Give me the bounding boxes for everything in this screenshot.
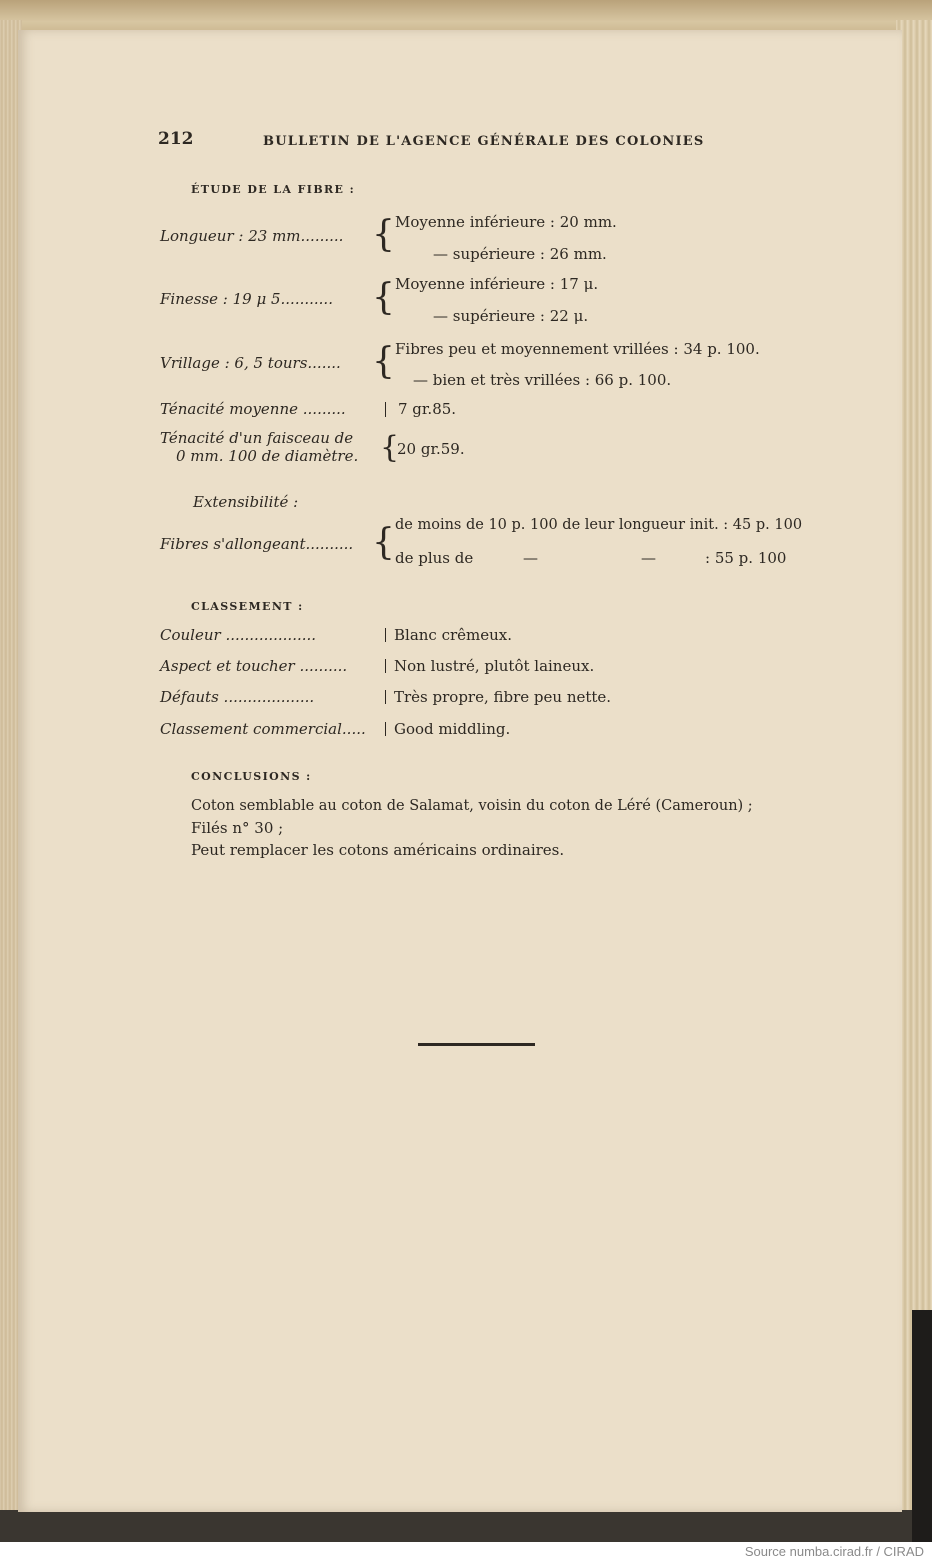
classement-value-couleur: Blanc crêmeux. — [394, 626, 513, 644]
extensibilite-label: Fibres s'allongeant.......... — [160, 535, 354, 553]
classement-value-defauts: Très propre, fibre peu nette. — [394, 688, 612, 706]
classement-label-couleur: Couleur ................... — [160, 626, 317, 644]
vrillage-label: Vrillage : 6, 5 tours....... — [160, 354, 341, 372]
vrillage-line1: Fibres peu et moyennement vrillées : 34 p. 100. — [395, 340, 760, 358]
longueur-line2: — supérieure : 26 mm. — [433, 245, 607, 263]
classement-bar — [385, 722, 386, 736]
source-credit: Source numba.cirad.fr / CIRAD — [744, 1544, 924, 1559]
longueur-brace: { — [372, 214, 395, 255]
tenacite-label: Ténacité moyenne ......... — [160, 400, 346, 418]
end-rule — [418, 1043, 535, 1046]
longueur-line1: Moyenne inférieure : 20 mm. — [395, 213, 617, 231]
scan-shadow — [912, 1310, 932, 1542]
classement-bar — [385, 659, 386, 673]
extensibilite-line1: de moins de 10 p. 100 de leur longueur init. : 45 p. 100 — [395, 517, 803, 533]
tenacite-faisceau-label1: Ténacité d'un faisceau de — [160, 429, 354, 447]
extensibilite-heading: Extensibilité : — [193, 493, 299, 511]
classement-value-commercial: Good middling. — [394, 720, 511, 738]
fibre-study-heading: ÉTUDE DE LA FIBRE : — [191, 183, 356, 196]
conclusions-heading: CONCLUSIONS : — [191, 770, 312, 783]
conclusions-line-1: Coton semblable au coton de Salamat, voisin du coton de Léré (Cameroun) ; — [191, 798, 753, 814]
classement-label-defauts: Défauts ................... — [160, 688, 315, 706]
tenacite-faisceau-brace: { — [380, 430, 400, 465]
running-title: BULLETIN DE L'AGENCE GÉNÉRALE DES COLONIES — [263, 134, 705, 149]
classement-heading: CLASSEMENT : — [191, 600, 304, 613]
extensibilite-line2c: — — [641, 549, 656, 567]
classement-value-aspect: Non lustré, plutôt laineux. — [394, 657, 595, 675]
classement-bar — [385, 690, 386, 704]
tenacite-bar — [385, 402, 386, 417]
extensibilite-line2a: de plus de — [395, 549, 474, 567]
vrillage-line2: — bien et très vrillées : 66 p. 100. — [413, 371, 672, 389]
page-number: 212 — [158, 129, 194, 149]
classement-bar — [385, 628, 386, 642]
finesse-line2: — supérieure : 22 μ. — [433, 307, 589, 325]
finesse-label: Finesse : 19 μ 5........... — [160, 290, 333, 308]
tenacite-value: 7 gr.85. — [398, 400, 457, 418]
longueur-label: Longueur : 23 mm......... — [160, 227, 344, 245]
finesse-line1: Moyenne inférieure : 17 μ. — [395, 275, 599, 293]
finesse-brace: { — [372, 277, 395, 318]
tenacite-faisceau-label2: 0 mm. 100 de diamètre. — [176, 447, 359, 465]
extensibilite-line2d: : 55 p. 100 — [705, 549, 787, 567]
extensibilite-brace: { — [372, 522, 395, 563]
classement-label-commercial: Classement commercial..... — [160, 720, 366, 738]
tenacite-faisceau-value: 20 gr.59. — [397, 440, 465, 458]
vrillage-brace: { — [372, 341, 395, 382]
conclusions-line-3: Peut remplacer les cotons américains ordinaires. — [191, 841, 565, 859]
extensibilite-line2b: — — [523, 549, 538, 567]
conclusions-line-2: Filés n° 30 ; — [191, 819, 284, 837]
classement-label-aspect: Aspect et toucher .......... — [160, 657, 348, 675]
